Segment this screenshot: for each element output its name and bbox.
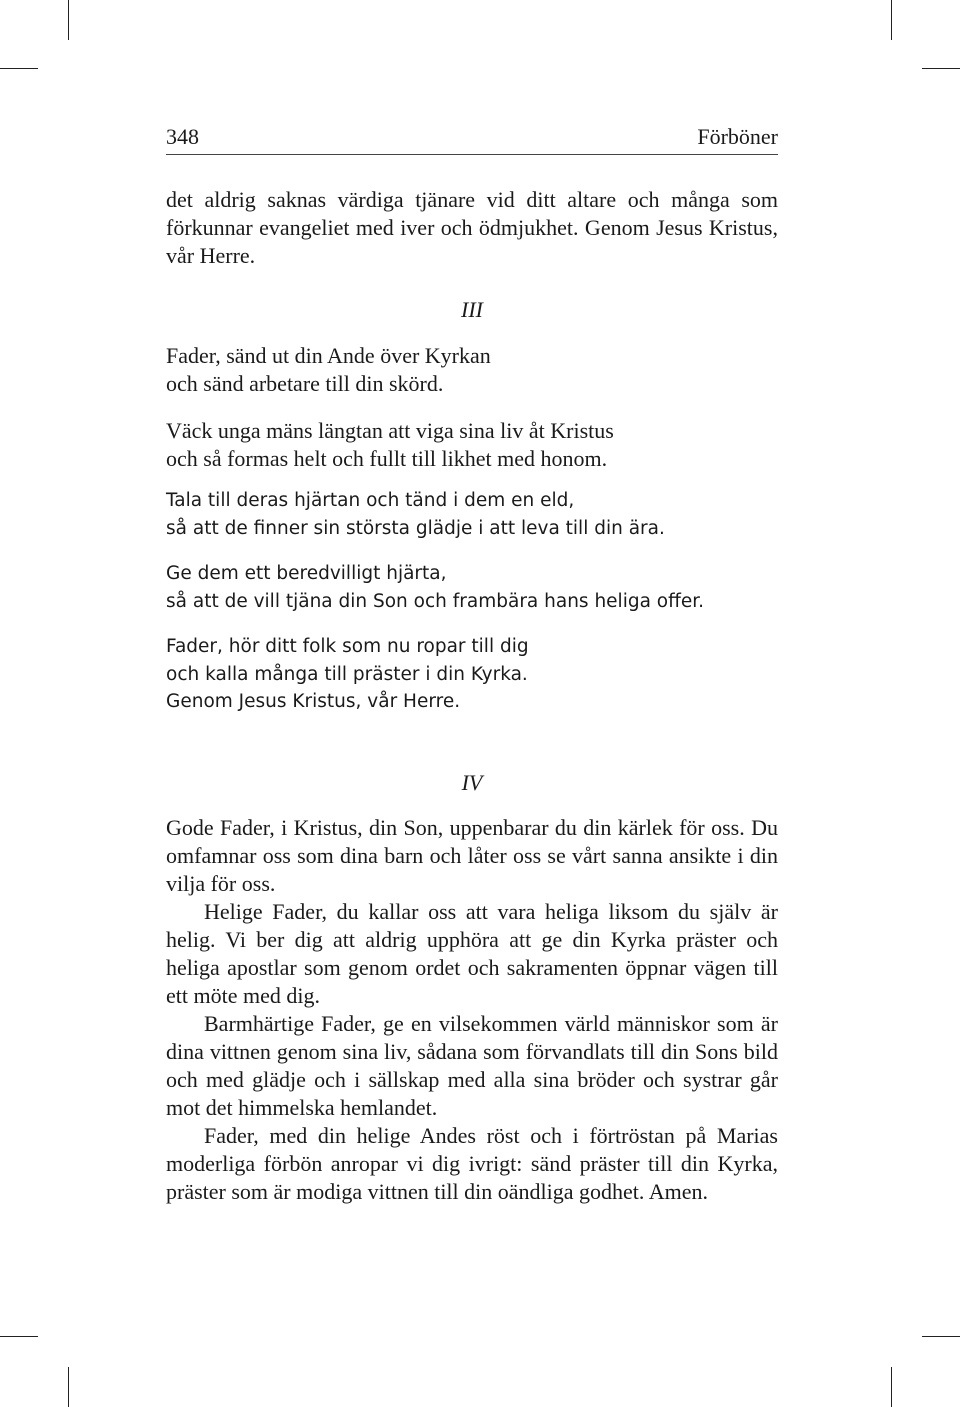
crop-mark — [68, 0, 69, 40]
stanza — [166, 342, 778, 398]
paragraph: det aldrig saknas värdiga tjänare vid ditt altare och många som förkunnar evangeliet med iver och ödmjukhet. Genom Jesus Kristus, vår Herre. — [166, 187, 778, 268]
crop-mark — [922, 1336, 960, 1337]
verse-line: Tala till deras hjärtan och tänd i dem en eld, — [166, 490, 575, 511]
verse-line: Väck unga mäns längtan att viga sina liv åt Kristus — [166, 418, 614, 443]
running-head — [166, 124, 778, 155]
verse-line: Fader, sänd ut din Ande över Kyrkan — [166, 343, 491, 368]
prayer-body — [166, 814, 778, 1206]
verse-line: Fader, hör ditt folk som nu ropar till dig — [166, 636, 529, 657]
verse-line: och sänd arbetare till din skörd. — [166, 371, 444, 396]
section-heading-iv: IV — [461, 770, 483, 795]
stanza — [166, 417, 778, 473]
paragraph: Barmhärtige Fader, ge en vilsekommen värld människor som är dina vittnen genom sina liv, sådana som förvandlats till din Sons bild och med glädje och i sällskap med alla sina bröder och systrar går mot det himmelska hemlandet. — [166, 1011, 778, 1120]
crop-mark — [0, 1336, 38, 1337]
section-title: Förböner — [697, 124, 778, 149]
crop-mark — [0, 68, 38, 69]
verse-line: Ge dem ett beredvilligt hjärta, — [166, 563, 447, 584]
paragraph: Gode Fader, i Kristus, din Son, uppenbarar du din kärlek för oss. Du omfamnar oss som dina barn och låter oss se vårt sanna ansikte i din vilja för oss. — [166, 815, 778, 896]
page-number: 348 — [166, 124, 199, 149]
crop-mark — [922, 68, 960, 69]
verse-line: och så formas helt och fullt till likhet med honom. — [166, 446, 608, 471]
crop-mark — [891, 1367, 892, 1407]
verse-line: så att de vill tjäna din Son och frambära hans heliga offer. — [166, 590, 705, 612]
section-heading-iii: III — [461, 297, 483, 322]
stanza — [166, 633, 778, 716]
crop-mark — [891, 0, 892, 40]
paragraph: Fader, med din helige Andes röst och i förtröstan på Marias moderliga förbön anropar vi dig ivrigt: sänd präster till din Kyrka, präster som är modiga vittnen till din oändliga godhet. Amen. — [166, 1123, 778, 1204]
verse-line: så att de finner sin största glädje i att leva till din ära. — [166, 517, 665, 539]
continuation-paragraph — [166, 186, 778, 270]
paragraph: Helige Fader, du kallar oss att vara heliga liksom du själv är helig. Vi ber dig att aldrig upphöra att ge din Kyrka präster och heliga apostlar som genom ordet och sakramenten öppnar vägen till ett möte med dig. — [166, 899, 778, 1008]
stanza — [166, 487, 778, 542]
verse-line: och kalla många till präster i din Kyrka. — [166, 663, 528, 685]
crop-mark — [68, 1367, 69, 1407]
verse-line: Genom Jesus Kristus, vår Herre. — [166, 691, 461, 712]
stanza — [166, 560, 778, 615]
